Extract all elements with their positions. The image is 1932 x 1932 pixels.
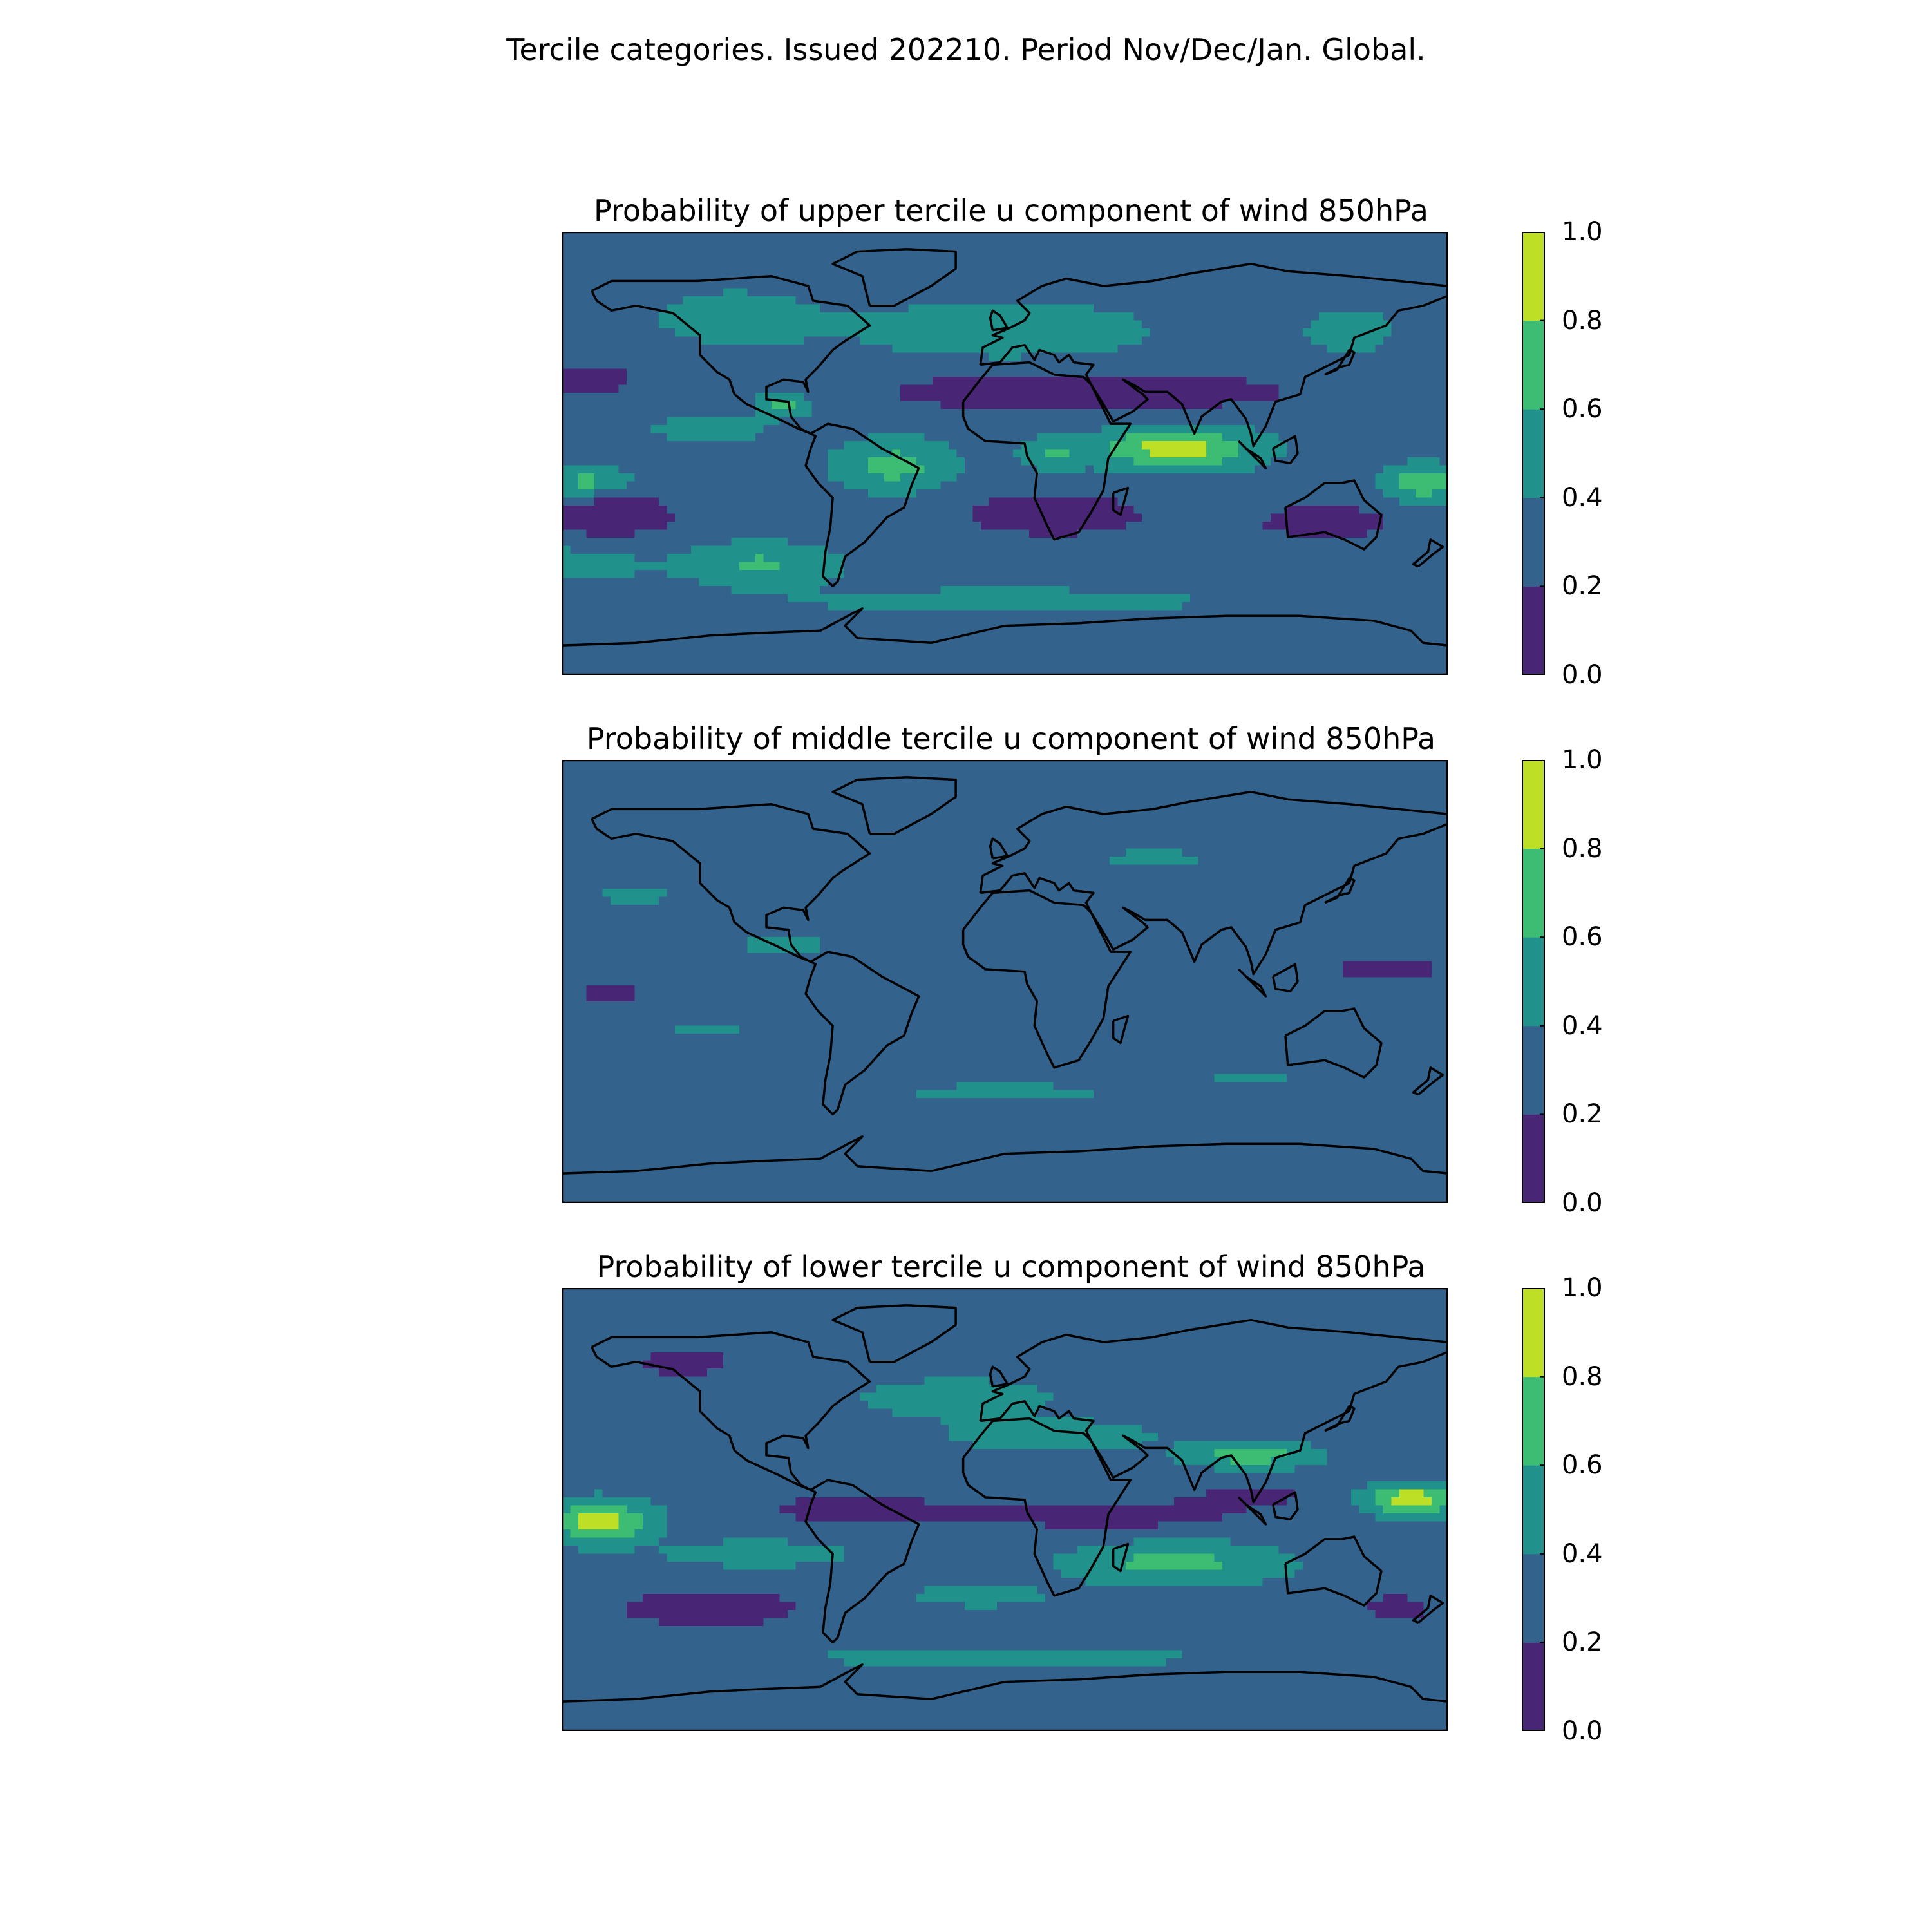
cbar-tick: 0.8 (1562, 834, 1603, 864)
cbar-tick: 0.2 (1562, 1099, 1603, 1129)
colorbar-segment (1522, 232, 1545, 321)
colorbar-segment (1522, 498, 1545, 587)
colorbar-upper (1522, 232, 1545, 675)
colorbar-segment (1522, 1114, 1545, 1203)
panel-title-lower: Probability of lower tercile u component of wind 850hPa (596, 1249, 1426, 1284)
colorbar-segment (1522, 849, 1545, 938)
map-upper (562, 232, 1448, 675)
colorbar-segment (1522, 409, 1545, 498)
cbar-tick: 0.0 (1562, 660, 1603, 690)
colorbar-middle (1522, 760, 1545, 1203)
map-middle (562, 760, 1448, 1203)
panel-title-middle: Probability of middle tercile u component of wind 850hPa (586, 721, 1436, 756)
colorbar-segment (1522, 1554, 1545, 1643)
cbar-tick: 1.0 (1562, 1273, 1603, 1303)
panel-title-upper: Probability of upper tercile u component of wind 850hPa (594, 193, 1428, 228)
cbar-tick: 1.0 (1562, 745, 1603, 775)
probability-field (562, 760, 1448, 1203)
colorbar-segment (1522, 1026, 1545, 1115)
colorbar-segment (1522, 1642, 1545, 1731)
probability-field (562, 232, 1448, 675)
colorbar-segment (1522, 586, 1545, 675)
map-lower (562, 1288, 1448, 1731)
colorbar-segment (1522, 1377, 1545, 1466)
map-lower-svg (562, 1288, 1448, 1731)
cbar-tick: 0.6 (1562, 394, 1603, 424)
cbar-tick: 0.6 (1562, 922, 1603, 952)
cbar-tick: 0.2 (1562, 1627, 1603, 1657)
cbar-tick: 0.8 (1562, 306, 1603, 336)
cbar-tick: 0.0 (1562, 1716, 1603, 1746)
colorbar-segment (1522, 321, 1545, 410)
cbar-tick: 0.8 (1562, 1362, 1603, 1392)
probability-field (562, 1288, 1448, 1731)
cbar-tick: 0.0 (1562, 1188, 1603, 1218)
map-upper-svg (562, 232, 1448, 675)
colorbar-lower (1522, 1288, 1545, 1731)
cbar-tick: 0.4 (1562, 1539, 1603, 1569)
figure-title: Tercile categories. Issued 202210. Period Nov/Dec/Jan. Global. (506, 32, 1426, 67)
colorbar-segment (1522, 1288, 1545, 1377)
colorbar-segment (1522, 937, 1545, 1026)
cbar-tick: 1.0 (1562, 217, 1603, 247)
cbar-tick: 0.6 (1562, 1450, 1603, 1480)
colorbar-segment (1522, 1465, 1545, 1554)
cbar-tick: 0.2 (1562, 571, 1603, 601)
map-middle-svg (562, 760, 1448, 1203)
colorbar-segment (1522, 760, 1545, 849)
cbar-tick: 0.4 (1562, 1011, 1603, 1041)
cbar-tick: 0.4 (1562, 483, 1603, 513)
